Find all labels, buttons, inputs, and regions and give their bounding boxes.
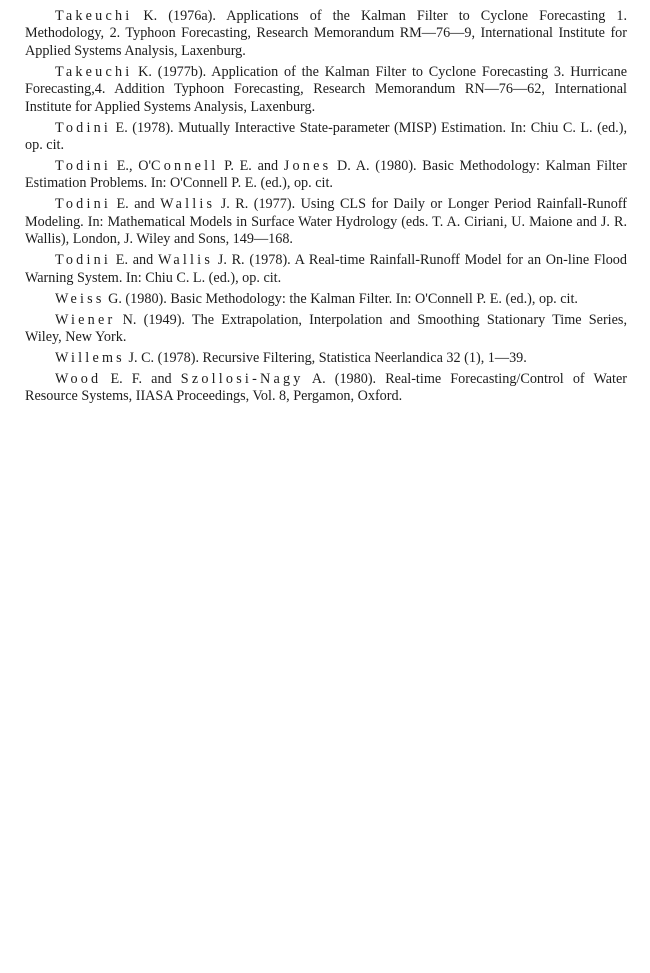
reference-text: D. A. (1980). Basic Methodology: Kalman Filter Estimation Problems. In: O'Connell P. E. (ed.), op. cit. <box>25 158 627 192</box>
reference-author: Connell <box>151 158 219 175</box>
reference-entry <box>25 291 627 308</box>
reference-text: K. (1976a). Applications of the Kalman Filter to Cyclone Forecasting 1. Methodology, 2. Typhoon Forecasting, Research Memorandum RM—76—9, International Institute for Applied Systems Analysis, Laxenburg. <box>25 8 627 59</box>
reference-text: A. (1980). Real-time Forecasting/Control of Water Resource Systems, IIASA Proceedings, Vol. 8, Pergamon, Oxford. <box>25 371 628 405</box>
reference-text: E. F. and <box>101 371 181 388</box>
reference-author: Todini <box>55 119 112 136</box>
reference-text: G. (1980). Basic Methodology: the Kalman Filter. In: O'Connell P. E. (ed.), op. cit. <box>104 290 578 307</box>
reference-entry <box>25 252 627 287</box>
reference-author: Wallis <box>157 252 214 269</box>
reference-author: Szollosi-Nagy <box>180 371 304 388</box>
reference-author: Willems <box>55 350 125 367</box>
reference-entry <box>25 371 627 406</box>
reference-text: P. E. and <box>218 158 284 175</box>
reference-author: Todini <box>55 158 112 175</box>
reference-text: E., O' <box>111 158 152 175</box>
reference-entry <box>25 120 627 155</box>
reference-text: E. and <box>111 196 161 213</box>
reference-author: Jones <box>283 158 332 175</box>
reference-entry <box>25 350 627 367</box>
reference-entry <box>25 8 627 60</box>
reference-text: E. and <box>111 252 158 269</box>
reference-entry <box>25 64 627 116</box>
reference-text: N. (1949). The Extrapolation, Interpolation and Smoothing Stationary Time Series, Wiley, New York. <box>25 311 627 346</box>
reference-entry <box>25 158 627 193</box>
reference-text: J. C. (1978). Recursive Filtering, Statistica Neerlandica 32 (1), 1—39. <box>124 350 527 367</box>
reference-author: Weiss <box>55 290 105 307</box>
reference-author: Wood <box>55 371 102 388</box>
reference-author: Takeuchi <box>55 63 133 80</box>
reference-author: Wiener <box>55 311 116 328</box>
reference-author: Takeuchi <box>55 8 133 24</box>
reference-author: Todini <box>55 252 112 269</box>
reference-text: J. R. (1978). A Real-time Rainfall-Runoff Model for an On-line Flood Warning System. In: Chiu C. L. (ed.), op. cit. <box>25 252 627 286</box>
reference-text: J. R. (1977). Using CLS for Daily or Longer Period Rainfall-Runoff Modeling. In: Mathematical Models in Surface Water Hydrology (eds. T. A. Ciriani, U. Maione and J. R. Wallis), London, J. Wiley and Sons, 149—168. <box>25 196 628 248</box>
reference-author: Wallis <box>160 196 216 213</box>
reference-entry <box>25 196 627 248</box>
reference-text: E. (1978). Mutually Interactive State-parameter (MISP) Estimation. In: Chiu C. L. (ed.), op. cit. <box>25 119 627 154</box>
reference-text: K. (1977b). Application of the Kalman Filter to Cyclone Forecasting 3. Hurricane Forecasting,4. Addition Typhoon Forecasting, Research Memorandum RN—76—62, International Institute for Applied Systems Analysis, Laxenburg. <box>25 63 627 115</box>
reference-entry <box>25 312 627 347</box>
reference-list <box>25 8 627 409</box>
reference-author: Todini <box>55 196 112 213</box>
